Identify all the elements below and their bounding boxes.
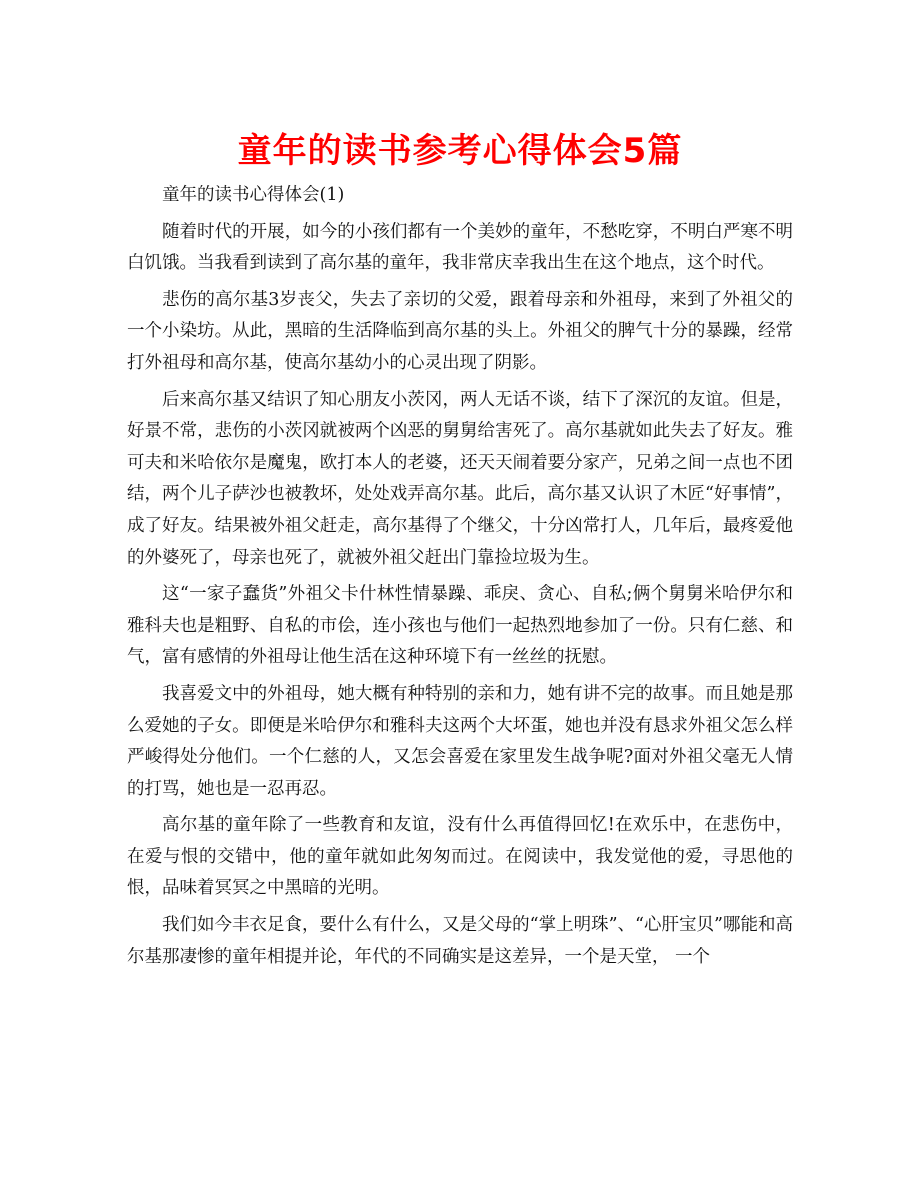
paragraph-1: 随着时代的开展，如今的小孩们都有一个美妙的童年，不愁吃穿，不明白严寒不明白饥饿。当我看到读到了高尔基的童年，我非常庆幸我出生在这个地点，这个时代。 [127,221,793,274]
paragraph-7: 我们如今丰衣足食，要什么有什么，又是父母的“掌上明珠”、“心肝宝贝”哪能和高尔基那凄惨的童年相提并论，年代的不同确实是这差异，一个是天堂， 一个 [127,915,793,967]
paragraph-4: 这“一家子蠢货”外祖父卡什林性情暴躁、乖戾、贪心、自私;俩个舅舅米哈伊尔和雅科夫也是粗野、自私的市侩，连小孩也与他们一起热烈地参加了一份。只有仁慈、和气，富有感情的外祖母让他生活在这种环境下有一丝丝的抚慰。 [127,584,793,668]
document-title: 童年的读书参考心得体会5篇 [237,131,683,171]
document-body [127,180,793,978]
section-heading: 童年的读书心得体会(1) [162,185,345,205]
paragraph-5: 我喜爱文中的外祖母，她大概有种特别的亲和力，她有讲不完的故事。而且她是那么爱她的子女。即便是米哈伊尔和雅科夫这两个大坏蛋，她也并没有恳求外祖父怎么样严峻得处分他们。一个仁慈的人，又怎会喜爱在家里发生战争呢?面对外祖父毫无人情的打骂，她也是一忍再忍。 [127,683,793,799]
paragraph-6: 高尔基的童年除了一些教育和友谊，没有什么再值得回忆!在欢乐中，在悲伤中，在爱与恨的交错中，他的童年就如此匆匆而过。在阅读中，我发觉他的爱，寻思他的恨，品味着冥冥之中黑暗的光明。 [127,815,793,899]
paragraph-2: 悲伤的高尔基3岁丧父，失去了亲切的父爱，跟着母亲和外祖母，来到了外祖父的一个小染坊。从此，黑暗的生活降临到高尔基的头上。外祖父的脾气十分的暴躁，经常打外祖母和高尔基，使高尔基幼小的心灵出现了阴影。 [127,289,793,373]
paragraph-3: 后来高尔基又结识了知心朋友小茨冈，两人无话不谈，结下了深沉的友谊。但是，好景不常，悲伤的小茨冈就被两个凶恶的舅舅给害死了。高尔基就如此失去了好友。雅可夫和米哈依尔是魔鬼，欧打本人的老婆，还天天闹着要分家产，兄弟之间一点也不团结，两个儿子萨沙也被教坏，处处戏弄高尔基。此后，高尔基又认识了木匠“好事情”，成了好友。结果被外祖父赶走，高尔基得了个继父，十分凶常打人，几年后，最疼爱他的外婆死了，母亲也死了，就被外祖父赶出门靠捡垃圾为生。 [127,389,793,568]
